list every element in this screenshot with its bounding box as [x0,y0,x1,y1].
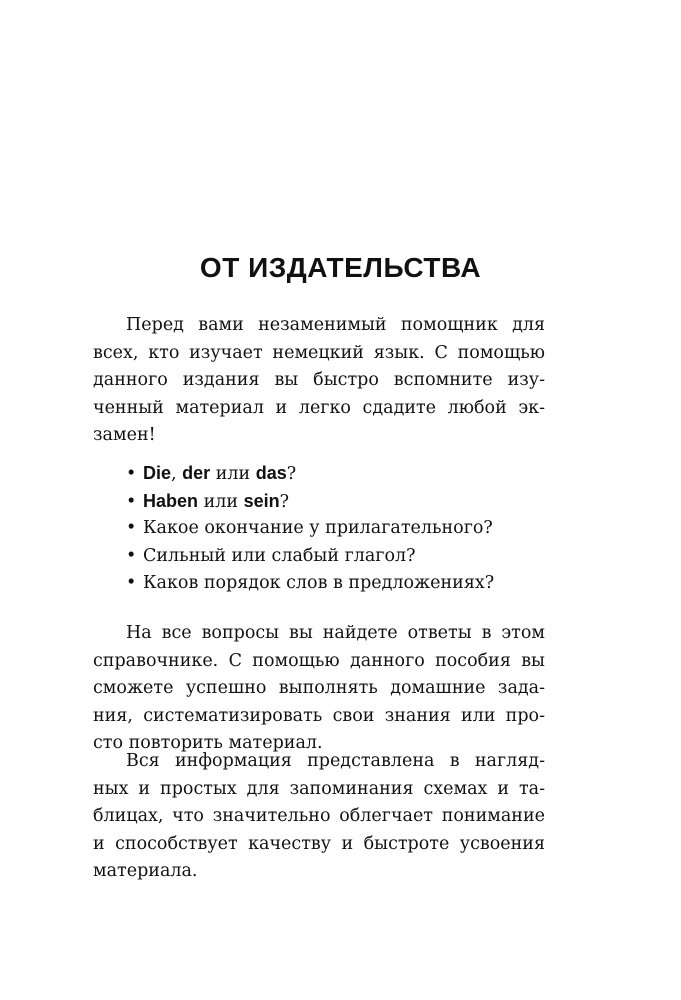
intro-line: данного издания вы быстро вспомните изу- [93,370,545,390]
article-das: das [255,463,287,483]
bullet: • [126,545,137,566]
answer-line: справочнике. С помощью данного пособия вы [93,650,545,671]
bullet: • [126,491,137,512]
answer-line: сможете успешно выполнять домашние зада- [93,678,545,698]
answer-line: На все вопросы вы найдете ответы в этом [126,623,545,643]
article-die: Die [143,463,172,483]
question-text: Какое окончание у прилагательного? [143,518,493,538]
info-line: материала. [93,861,198,881]
bullet: • [126,518,137,538]
info-paragraph [93,748,545,886]
list-item [126,460,494,488]
intro-line: всех, кто изучает немецкий язык. С помощью [93,342,545,363]
conjunction: или [210,464,256,484]
intro-line: замен! [93,425,156,445]
bullet: • [126,573,137,593]
question-mark: ? [286,464,297,484]
list-item [126,515,494,543]
list-item [126,570,494,598]
verb-haben: Haben [143,490,199,511]
page-title: ОТ ИЗДАТЕЛЬСТВА [199,252,482,283]
question-list [126,460,494,598]
separator: , [171,464,183,484]
question-mark: ? [279,491,290,512]
question-text: Сильный или слабый глагол? [143,545,416,566]
info-line: Вся информация представлена в нагляд- [126,751,545,771]
info-line: и способствует качеству и быстроте усвоения [93,833,545,854]
question-text: Каков порядок слов в предложениях? [143,573,495,593]
verb-sein: sein [243,490,280,511]
list-item [126,488,494,516]
intro-line: Перед вами незаменимый помощник для [126,315,545,335]
answer-line: ния, систематизировать свои знания или про- [93,705,545,726]
list-item [126,543,494,571]
info-line: блицах, что значительно облегчает понимание [93,806,545,826]
article-der: der [182,463,211,483]
intro-line: ченный материал и легко сдадите любой эк- [93,397,545,418]
answer-line: сто повторить материал. [93,733,323,753]
conjunction: или [198,491,244,512]
info-line: ных и простых для запоминания схемах и та- [93,778,545,799]
intro-paragraph [93,312,545,450]
answer-paragraph [93,620,545,758]
bullet: • [126,464,137,484]
